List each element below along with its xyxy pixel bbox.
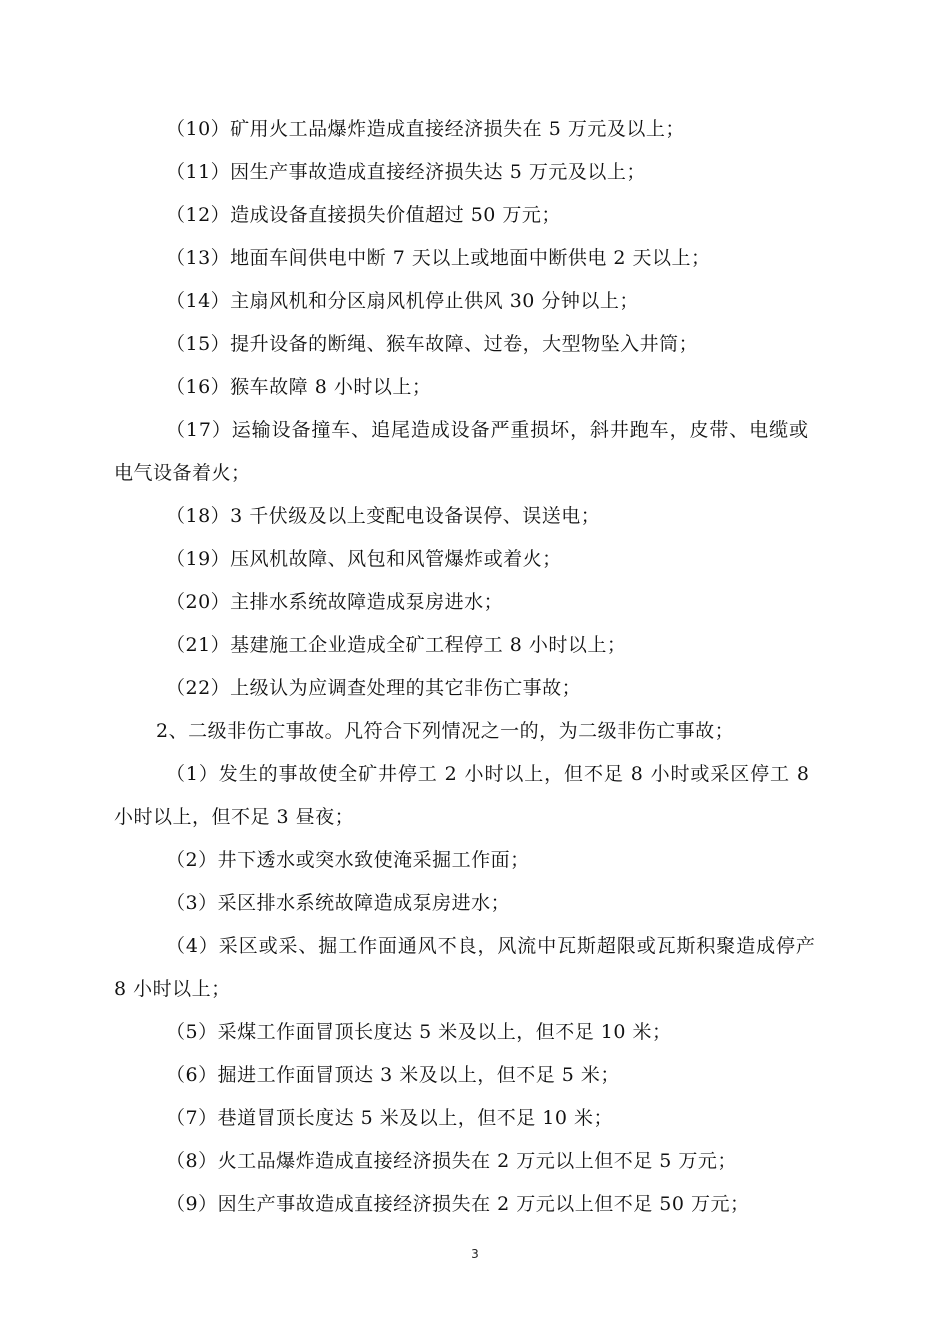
item-10: （10）矿用火工品爆炸造成直接经济损失在 5 万元及以上； — [166, 118, 685, 140]
item-14: （14）主扇风机和分区扇风机停止供风 30 分钟以上； — [166, 290, 639, 312]
item-17-line-1: （17）运输设备撞车、追尾造成设备严重损坏，斜井跑车，皮带、电缆或 — [166, 419, 809, 441]
item-22: （22）上级认为应调查处理的其它非伤亡事故； — [166, 677, 582, 699]
item-21: （21）基建施工企业造成全矿工程停工 8 小时以上； — [166, 634, 627, 656]
item-15: （15）提升设备的断绳、猴车故障、过卷，大型物坠入井筒； — [166, 333, 699, 355]
level2-item-4-line-1: （4）采区或采、掘工作面通风不良，风流中瓦斯超限或瓦斯积聚造成停产 — [166, 935, 816, 957]
page-number: 3 — [471, 1247, 479, 1261]
section-heading-level-2: 2、二级非伤亡事故。凡符合下列情况之一的，为二级非伤亡事故； — [156, 720, 735, 742]
level2-item-7: （7）巷道冒顶长度达 5 米及以上，但不足 10 米； — [166, 1107, 614, 1129]
level2-item-1-line-2: 小时以上，但不足 3 昼夜； — [114, 806, 355, 828]
item-12: （12）造成设备直接损失价值超过 50 万元； — [166, 204, 561, 226]
level2-item-8: （8）火工品爆炸造成直接经济损失在 2 万元以上但不足 5 万元； — [166, 1150, 737, 1172]
item-16: （16）猴车故障 8 小时以上； — [166, 376, 432, 398]
level2-item-1-line-1: （1）发生的事故使全矿井停工 2 小时以上，但不足 8 小时或采区停工 8 — [166, 763, 810, 785]
level2-item-3: （3）采区排水系统故障造成泵房进水； — [166, 892, 511, 914]
item-18: （18）3 千伏级及以上变配电设备误停、误送电； — [166, 505, 601, 527]
item-11: （11）因生产事故造成直接经济损失达 5 万元及以上； — [166, 161, 646, 183]
item-17-line-2: 电气设备着火； — [114, 462, 251, 484]
level2-item-2: （2）井下透水或突水致使淹采掘工作面； — [166, 849, 530, 871]
level2-item-9: （9）因生产事故造成直接经济损失在 2 万元以上但不足 50 万元； — [166, 1193, 750, 1215]
item-20: （20）主排水系统故障造成泵房进水； — [166, 591, 504, 613]
item-13: （13）地面车间供电中断 7 天以上或地面中断供电 2 天以上； — [166, 247, 711, 269]
level2-item-5: （5）采煤工作面冒顶长度达 5 米及以上，但不足 10 米； — [166, 1021, 672, 1043]
level2-item-4-line-2: 8 小时以上； — [114, 978, 231, 1000]
item-19: （19）压风机故障、风包和风管爆炸或着火； — [166, 548, 562, 570]
level2-item-6: （6）掘进工作面冒顶达 3 米及以上，但不足 5 米； — [166, 1064, 620, 1086]
